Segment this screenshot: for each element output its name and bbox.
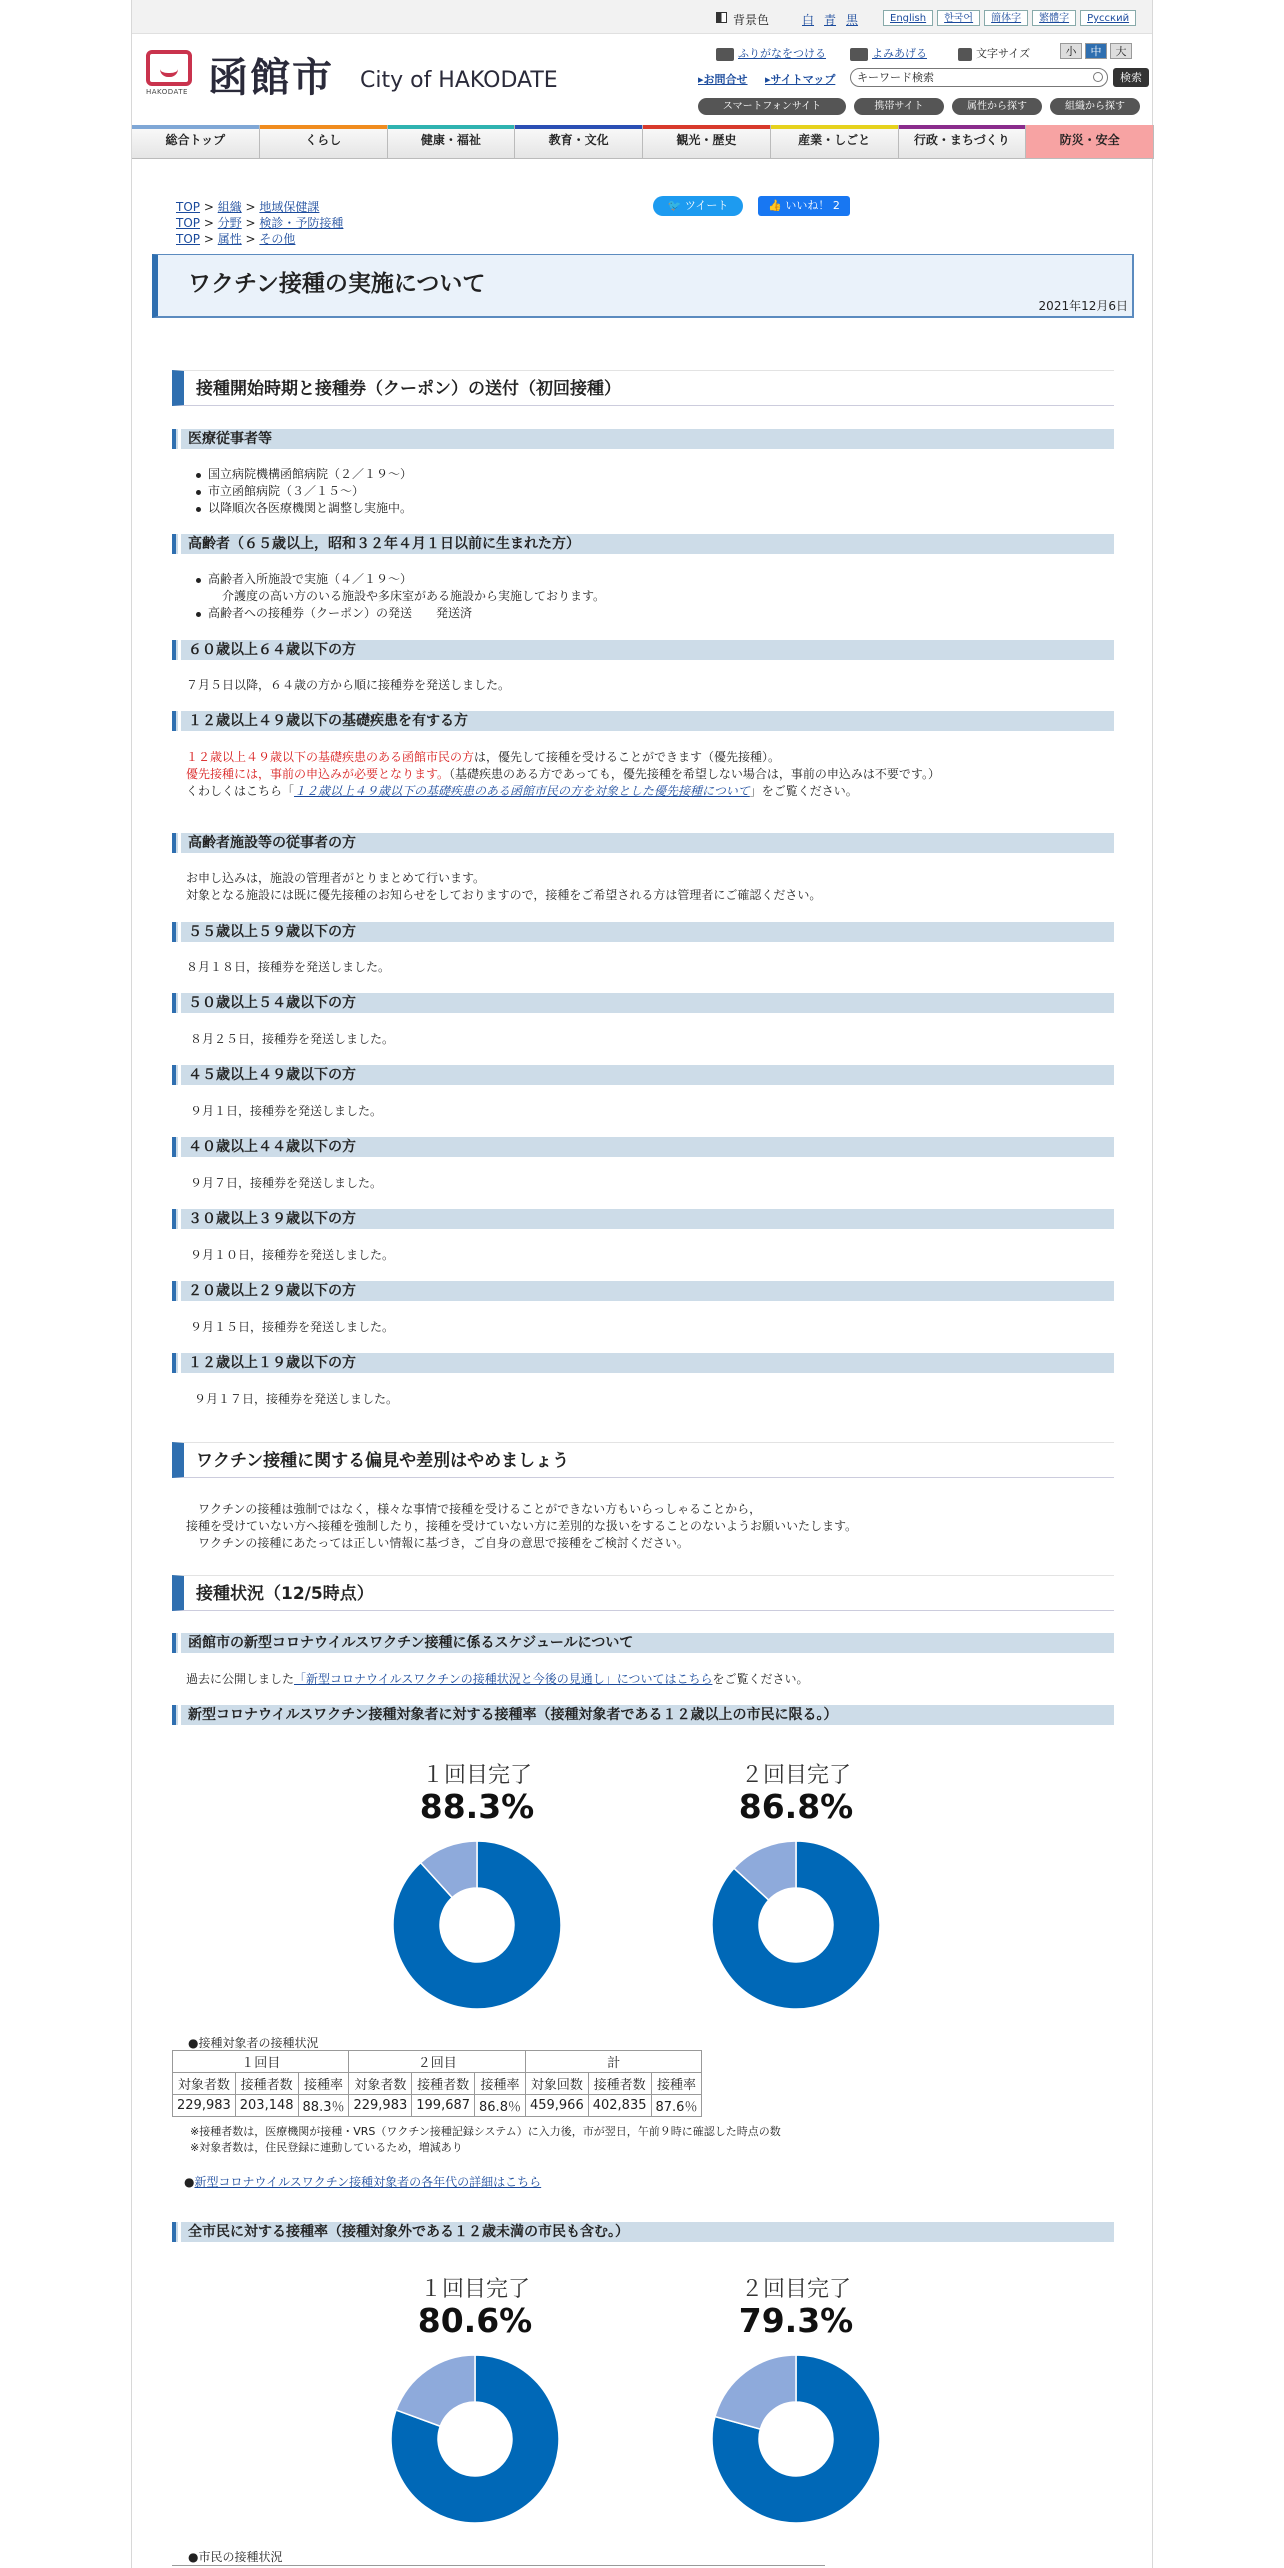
donut-chart [375,2339,575,2539]
page-title-box [152,254,1134,318]
column-header: 接種率 [475,2073,526,2095]
nav-color-bar [515,125,642,129]
basic-disease-text: （基礎疾患のある方であっても，優先接種を希望しない場合は，事前の申込みは不要です。） [449,767,940,781]
donut-percentage: 80.6% [417,2301,533,2340]
subheading-basic-disease: １２歳以上４９歳以下の基礎疾患を有する方 [172,711,1114,731]
breadcrumb-top-link[interactable]: TOP [176,200,201,214]
subheading-age40: ４０歳以上４４歳以下の方 [172,1137,1114,1157]
basic-disease-emphasis: 優先接種には，事前の申込みが必要となります。 [186,767,450,781]
list-item: 高齢者への接種券（クーポン）の発送 発送済 [194,605,605,622]
column-header: 接種率 [298,2073,349,2095]
vaccination-table [172,2050,702,2117]
discrimination-line3: ワクチンの接種にあたっては正しい情報に基づき，ご自身の意思で接種をご検討ください。 [198,1536,689,1550]
nav-top[interactable] [132,125,260,159]
nav-health[interactable] [388,125,516,159]
breadcrumb-top-link[interactable]: TOP [176,232,201,246]
sitemap-label: サイトマップ [770,73,836,86]
logo-english: City of HAKODATE [360,68,558,93]
read-aloud-link[interactable] [850,45,927,61]
page-title: ワクチン接種の実施について [188,271,486,297]
group-header: １回目 [173,2051,349,2073]
font-size-small[interactable]: 小 [1060,43,1082,59]
chart-target-dose1 [377,1758,577,2028]
column-header: 接種率 [651,2073,702,2095]
font-size-large[interactable]: 大 [1110,43,1132,59]
speaker-icon [850,48,868,61]
lang-korean[interactable]: 한국어 [937,10,980,26]
table-header-row [173,2073,702,2095]
donut-title: ２回目完了 [740,1763,851,1788]
search-button[interactable]: 検索 [1113,68,1149,87]
twitter-icon: 🐦 [667,199,685,212]
donut-percentage: 88.3% [419,1787,535,1826]
list-item: 市立函館病院（３／１５～） [194,483,412,500]
donut-chart [696,2339,896,2539]
nav-disaster[interactable] [1026,125,1154,159]
font-size-label [958,45,1030,61]
donut-percentage: 79.3% [738,2301,854,2340]
column-header: 対象回数 [525,2073,588,2095]
basic-disease-emphasis: １２歳以上４９歳以下の基礎疾患のある函館市民の方 [186,750,475,764]
chart-all-dose1 [375,2272,575,2542]
age60-text: ７月５日以降，６４歳の方から順に接種券を発送しました。 [186,678,511,692]
bg-color-label: 背景色 [733,13,770,27]
list-item: 国立病院機構函館病院（２／１９～） [194,466,412,483]
furigana-icon [716,48,734,61]
font-size-medium[interactable]: 中 [1085,43,1107,59]
furigana-link[interactable] [716,45,826,61]
section-heading-schedule: 接種開始時期と接種券（クーポン）の送付（初回接種） [172,370,1114,406]
list-item-sub: 介護度の高い方のいる施設や多床室がある施設から実施しております。 [222,589,606,603]
nav-color-bar [643,125,770,129]
nav-living[interactable] [260,125,388,159]
basic-disease-line1 [186,748,780,766]
age12-text: ９月１７日，接種券を発送しました。 [194,1392,399,1406]
nav-color-bar [899,125,1026,129]
donut-chart [696,1825,896,2025]
donut-title: １回目完了 [421,1763,532,1788]
mobile-site-button[interactable]: 携帯サイト [854,98,944,115]
thumbs-up-icon: 👍 [768,199,786,212]
medical-list [194,466,412,517]
font-size-icon [958,48,972,61]
table-group-row [173,2051,702,2073]
table-cell: 86.8％ [475,2095,526,2117]
table-note: ※接種者数は，医療機関が接種・VRS（ワクチン接種記録システム）に入力後，市が翌日，午前９時に確認した時点の数 [190,2125,781,2138]
breadcrumb-link[interactable]: 属性 [217,232,242,246]
page [131,0,1153,2568]
nav-color-bar [771,125,898,129]
subheading-elderly: 高齢者（６５歳以上，昭和３２年４月１日以前に生まれた方） [172,534,1114,554]
bg-white-link[interactable]: 白 [802,13,815,27]
subheading-vaccine-schedule: 函館市の新型コロナウイルスワクチン接種に係るスケジュールについて [172,1633,1114,1653]
section-heading-status: 接種状況（12/5時点） [172,1575,1114,1611]
subheading-age12: １２歳以上１９歳以下の方 [172,1353,1114,1373]
tweet-label: ツイート [684,199,729,212]
nav-label: 産業・しごと [798,133,871,147]
discrimination-line1: ワクチンの接種は強制ではなく，様々な事情で接種を受けることができない方もいらっしゃることから， [198,1502,762,1516]
nav-tourism[interactable] [643,125,771,159]
table-cell: 402,835 [588,2095,651,2117]
table-cell: 229,983 [173,2095,236,2117]
discrimination-line2: 接種を受けていない方へ接種を強制したり，接種を受けていない方に差別的な扱いをすることのないようお願いいたします。 [186,1519,858,1533]
nav-color-bar [132,125,259,129]
global-nav [132,125,1154,159]
breadcrumb-link[interactable]: 検診・予防接種 [259,216,344,230]
donut-title: １回目完了 [419,2277,530,2302]
schedule-text [186,1670,808,1688]
group-header: ２回目 [349,2051,525,2073]
age40-text: ９月７日，接種券を発送しました。 [190,1176,383,1190]
inquiry-label: お問合せ [703,73,748,86]
lang-traditional-chinese[interactable]: 繁體字 [1032,10,1076,26]
table-cell: 459,966 [525,2095,588,2117]
breadcrumb-link[interactable]: 地域保健課 [259,200,320,214]
smartphone-site-button[interactable]: スマートフォンサイト [698,98,846,115]
list-item: 高齢者入所施設で実施（４／１９～） [194,571,605,588]
subheading-age55: ５５歳以上５９歳以下の方 [172,922,1114,942]
bg-blue-link[interactable]: 青 [824,13,837,27]
publish-date: 2021年12月6日 [1038,299,1128,313]
city-emblem-icon [146,50,192,86]
bullet: ● [184,2175,195,2189]
by-organization-button[interactable]: 組織から探す [1050,98,1140,115]
donut-percentage: 86.8% [738,1787,854,1826]
chart-target-dose2 [696,1758,896,2028]
basic-disease-text: くわしくはこちら「 [186,784,295,798]
donut-title: ２回目完了 [740,2277,851,2302]
font-size-text: 文字サイズ [976,47,1031,60]
subheading-age45: ４５歳以上４９歳以下の方 [172,1065,1114,1085]
nav-industry[interactable] [771,125,899,159]
column-header: 接種者数 [235,2073,298,2095]
nav-color-bar [388,125,515,129]
like-label: いいね！ 2 [785,199,840,212]
by-attribute-button[interactable]: 属性から探す [952,98,1042,115]
basic-disease-line2 [186,765,940,783]
basic-disease-text: は，優先して接種を受けることができます（優先接種）。 [474,750,781,764]
search-input[interactable] [850,68,1108,87]
nav-label: 健康・福祉 [420,133,481,147]
breadcrumb: TOP > 分野 > 検診・予防接種 [176,216,344,230]
nav-label: 教育・文化 [548,133,609,147]
subheading-all-citizens: 全市民に対する接種率（接種対象外である１２歳未満の市民も含む。） [172,2222,1114,2242]
breadcrumb-link[interactable]: 組織 [217,200,242,214]
table-row [173,2095,702,2117]
bg-black-link[interactable]: 黒 [846,13,859,27]
nav-education[interactable] [515,125,643,159]
lang-english[interactable]: English [883,10,933,26]
breadcrumb-link[interactable]: その他 [259,232,296,246]
facebook-like-button[interactable] [758,196,850,216]
furigana-label: ふりがなをつける [738,47,826,60]
column-header: 対象者数 [349,2073,412,2095]
basic-disease-text: 」をご覧ください。 [749,784,858,798]
breadcrumb-link[interactable]: 分野 [217,216,242,230]
logo-sub-text: HAKODATE [146,88,188,96]
breadcrumb: TOP > 組織 > 地域保健課 [176,200,320,214]
contrast-icon [716,12,727,23]
column-header: 接種者数 [412,2073,475,2095]
age20-text: ９月１５日，接種券を発送しました。 [190,1320,395,1334]
tweet-button[interactable] [653,196,743,216]
priority-vaccination-link[interactable]: １２歳以上４９歳以下の基礎疾患のある函館市民の方を対象とした優先接種について [294,784,750,798]
citizen-table-caption: ●市民の接種状況 [188,2550,283,2564]
nav-label: 観光・歴史 [676,133,737,147]
subheading-target-rate: 新型コロナウイルスワクチン接種対象者に対する接種率（接種対象者である１２歳以上の市民に限る。） [172,1705,1114,1725]
facility-line2: 対象となる施設には既に優先接種のお知らせをしておりますので，接種をご希望される方は管理者にご確認ください。 [186,888,822,902]
section-heading-discrimination: ワクチン接種に関する偏見や差別はやめましょう [172,1442,1114,1478]
agegroup-detail [184,2173,541,2191]
table-cell: 87.6％ [651,2095,702,2117]
age50-text: ８月２５日，接種券を発送しました。 [190,1032,395,1046]
top-utility-bar [132,0,1152,34]
column-header: 対象者数 [173,2073,236,2095]
nav-label: 行政・まちづくり [913,133,1010,147]
table-note: ※対象者数は，住民登録に連動しているため，増減あり [190,2141,463,2154]
nav-color-bar [260,125,387,129]
group-header: 計 [525,2051,701,2073]
sitemap-link[interactable]: ▸サイトマップ [765,73,836,86]
read-aloud-label: よみあげる [872,47,927,60]
table-caption: ●接種対象者の接種状況 [188,2036,319,2050]
search-icon [1093,72,1103,82]
subheading-age60: ６０歳以上６４歳以下の方 [172,640,1114,660]
nav-government[interactable] [899,125,1027,159]
age30-text: ９月１０日，接種券を発送しました。 [190,1248,395,1262]
vaccination-outlook-link[interactable]: 「新型コロナウイルスワクチンの接種状況と今後の見通し」についてはこちら [294,1672,713,1686]
subheading-medical: 医療従事者等 [172,429,1114,449]
nav-label: 総合トップ [165,133,226,147]
subheading-facility: 高齢者施設等の従事者の方 [172,833,1114,853]
subheading-age50: ５０歳以上５４歳以下の方 [172,993,1114,1013]
age55-text: ８月１８日，接種券を発送しました。 [186,960,391,974]
subheading-age20: ２０歳以上２９歳以下の方 [172,1281,1114,1301]
lang-russian[interactable]: Русский [1080,10,1136,26]
donut-chart [377,1825,577,2025]
table-cell: 88.3％ [298,2095,349,2117]
age45-text: ９月１日，接種券を発送しました。 [190,1104,383,1118]
column-header: 接種者数 [588,2073,651,2095]
basic-disease-line3 [186,782,858,800]
chart-all-dose2 [696,2272,896,2542]
breadcrumb: TOP > 属性 > その他 [176,232,296,246]
table-cell: 203,148 [235,2095,298,2117]
schedule-pre: 過去に公開しました [186,1672,295,1686]
table-cell: 229,983 [349,2095,412,2117]
schedule-post: をご覧ください。 [712,1672,809,1686]
lang-simplified-chinese[interactable]: 簡体字 [984,10,1028,26]
table-cell: 199,687 [412,2095,475,2117]
agegroup-detail-link[interactable]: 新型コロナウイルスワクチン接種対象者の各年代の詳細はこちら [194,2175,542,2189]
language-links [883,10,1136,26]
nav-label: 防災・安全 [1059,133,1120,147]
facility-line1: お申し込みは，施設の管理者がとりまとめて行います。 [186,871,486,885]
nav-label: くらし [305,133,342,147]
logo-japanese: 函館市 [208,54,334,101]
subheading-age30: ３０歳以上３９歳以下の方 [172,1209,1114,1229]
list-item: 以降順次各医療機関と調整し実施中。 [194,500,412,517]
inquiry-link[interactable]: ▸お問合せ [698,73,748,86]
donut-slice-remaining [715,2355,796,2429]
breadcrumb-top-link[interactable]: TOP [176,216,201,230]
elderly-list [194,571,605,622]
search-placeholder: キーワード検索 [857,71,934,84]
